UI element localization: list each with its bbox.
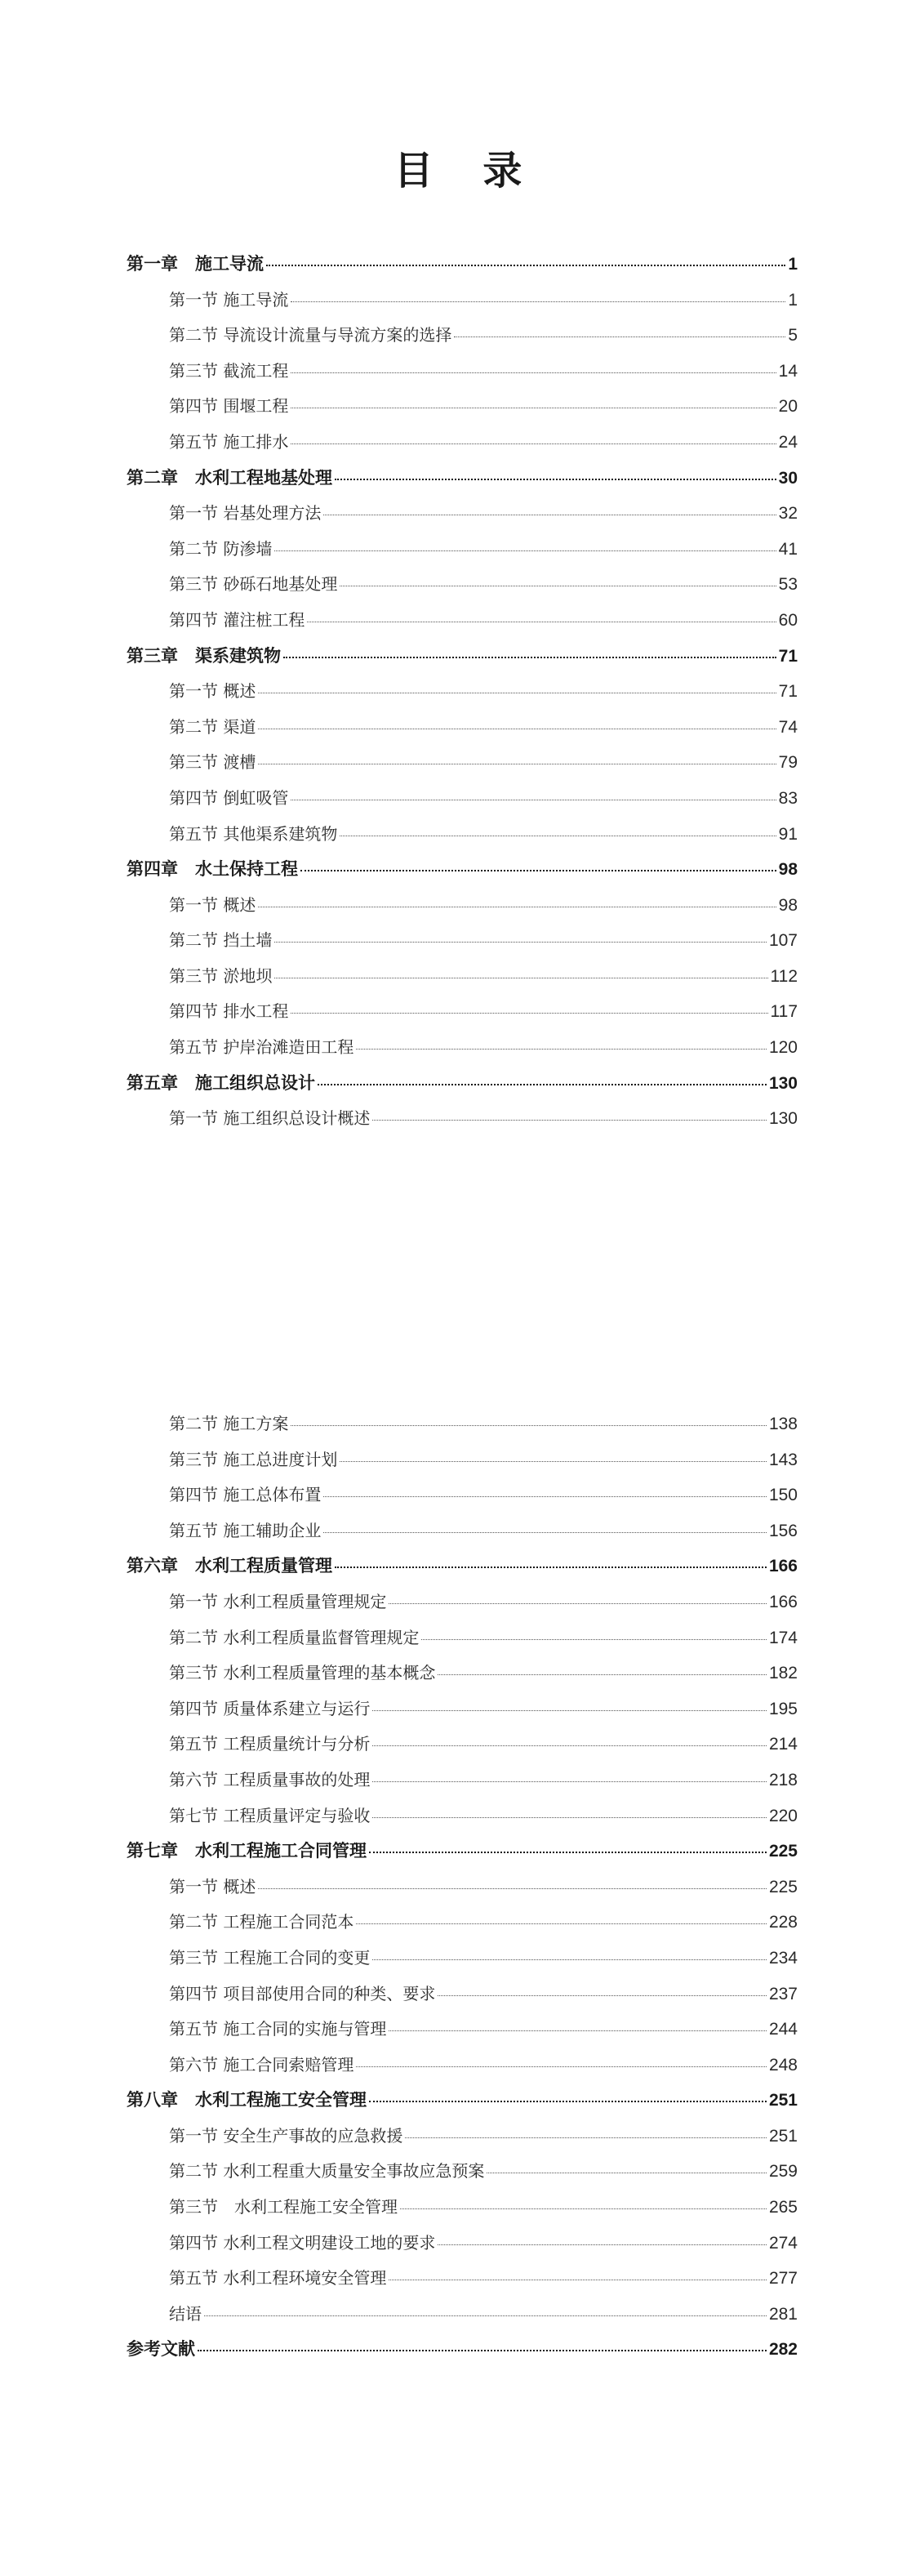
toc-page-number: 79 <box>778 753 798 773</box>
dot-leader <box>372 1780 767 1782</box>
toc-page-number: 277 <box>768 2269 798 2289</box>
toc-section-entry[interactable] <box>127 1101 798 1137</box>
dot-leader <box>307 620 776 622</box>
toc-entry-label: 第四节 施工总体布置 <box>169 1485 322 1505</box>
toc-page-number: 71 <box>778 646 798 666</box>
toc-page-number: 14 <box>778 361 798 381</box>
toc-entry-label: 第一节 水利工程质量管理规定 <box>169 1591 387 1611</box>
toc-chapter-entry[interactable] <box>127 852 798 888</box>
toc-entry-label: 第八章 水利工程施工安全管理 <box>127 2090 367 2110</box>
toc-section-entry[interactable] <box>127 994 798 1030</box>
dot-leader <box>400 2207 767 2209</box>
toc-entry-label: 第一节 概述 <box>169 681 256 702</box>
toc-section-entry[interactable] <box>127 2190 798 2226</box>
toc-entry-label: 第四节 排水工程 <box>169 1001 289 1022</box>
toc-section-entry[interactable] <box>127 1727 798 1763</box>
dot-leader <box>356 1922 767 1924</box>
toc-entry-label: 第五节 施工排水 <box>169 431 289 452</box>
toc-section-entry[interactable] <box>127 1406 798 1442</box>
toc-entry-label: 第三节 砂砾石地基处理 <box>169 574 338 595</box>
toc-entry-label: 第一章 施工导流 <box>127 254 264 274</box>
toc-section-entry[interactable] <box>127 354 798 390</box>
dot-leader <box>291 798 776 800</box>
toc-section-entry[interactable] <box>127 2119 798 2155</box>
toc-entry-label: 第一节 安全生产事故的应急救援 <box>169 2125 403 2146</box>
toc-section-entry[interactable] <box>127 2226 798 2262</box>
dot-leader <box>323 1495 767 1497</box>
toc-page-number: 248 <box>768 2055 798 2075</box>
toc-entry-label: 第六节 施工合同索赔管理 <box>169 2054 354 2075</box>
toc-page-number: 214 <box>768 1735 798 1754</box>
toc-page-number: 182 <box>768 1664 798 1683</box>
toc-entry-label: 第七章 水利工程施工合同管理 <box>127 1841 367 1861</box>
toc-page-number: 282 <box>768 2340 798 2360</box>
dot-leader <box>323 1531 767 1533</box>
toc-section-entry[interactable] <box>127 923 798 959</box>
toc-page-number: 138 <box>768 1415 798 1433</box>
toc-section-entry[interactable] <box>127 2261 798 2297</box>
dot-leader <box>372 1744 767 1746</box>
toc-entry-label: 第四节 围堰工程 <box>169 396 289 417</box>
toc-section-entry[interactable] <box>127 283 798 319</box>
dot-leader <box>356 2065 767 2067</box>
toc-page-number: 156 <box>768 1521 798 1540</box>
toc-entry-label: 第三章 渠系建筑物 <box>127 645 281 666</box>
toc-page-number: 117 <box>770 1002 798 1022</box>
toc-section-entry[interactable] <box>127 2048 798 2084</box>
toc-section-entry[interactable] <box>127 1030 798 1066</box>
dot-leader <box>300 868 776 871</box>
dot-leader <box>274 976 767 978</box>
dot-leader <box>274 549 776 551</box>
toc-page-number: 228 <box>768 1913 798 1932</box>
toc-page-number: 130 <box>768 1109 798 1129</box>
dot-leader <box>356 1047 767 1050</box>
toc-section-entry[interactable] <box>127 817 798 853</box>
toc-page-number: 225 <box>768 1842 798 1861</box>
toc-page-number: 41 <box>778 539 798 559</box>
dot-leader <box>258 905 776 907</box>
dot-leader <box>274 940 767 943</box>
toc-page-number: 83 <box>778 788 798 808</box>
toc-page-number: 234 <box>768 1948 798 1968</box>
dot-leader <box>340 584 776 586</box>
toc-entry-label: 第二节 工程施工合同范本 <box>169 1912 354 1932</box>
toc-page-number: 60 <box>778 610 798 630</box>
toc-page-number: 130 <box>768 1073 798 1093</box>
toc-entry-label: 第一节 施工导流 <box>169 289 289 310</box>
toc-section-entry[interactable] <box>127 781 798 817</box>
toc-entry-label: 第四节 项目部使用合同的种类、要求 <box>169 1983 436 2003</box>
toc-section-entry[interactable] <box>127 1656 798 1691</box>
toc-page-number: 120 <box>768 1038 798 1058</box>
toc-entry-label: 第四节 倒虹吸管 <box>169 787 289 808</box>
toc-page-number: 174 <box>768 1628 798 1647</box>
dot-leader <box>372 1118 767 1121</box>
dot-leader <box>283 655 776 658</box>
dot-leader <box>291 1424 767 1426</box>
dot-leader <box>389 1602 767 1604</box>
toc-page-number: 5 <box>788 326 798 345</box>
dot-leader <box>291 1011 767 1014</box>
dot-leader <box>438 2243 767 2245</box>
toc-page-number: 24 <box>778 432 798 452</box>
toc-entry-label: 第三节 水利工程质量管理的基本概念 <box>169 1663 436 1683</box>
toc-section-entry[interactable] <box>127 888 798 924</box>
toc-entry-label: 第六章 水利工程质量管理 <box>127 1556 332 1576</box>
dot-leader <box>340 1460 767 1462</box>
toc-entry-label: 第一节 施工组织总设计概述 <box>169 1108 371 1129</box>
toc-list-part-2 <box>127 1406 798 2368</box>
toc-section-entry[interactable] <box>127 1977 798 2012</box>
toc-page-number: 1 <box>788 255 798 274</box>
toc-entry-label: 第二节 水利工程重大质量安全事故应急预案 <box>169 2161 485 2182</box>
toc-section-entry[interactable] <box>127 1905 798 1941</box>
toc-entry-label: 第四章 水土保持工程 <box>127 859 298 880</box>
dot-leader <box>291 371 776 373</box>
dot-leader <box>372 1958 767 1960</box>
toc-chapter-entry[interactable] <box>127 2332 798 2368</box>
toc-chapter-entry[interactable] <box>127 461 798 497</box>
toc-page-number: 98 <box>778 895 798 915</box>
toc-entry-label: 第四节 水利工程文明建设工地的要求 <box>169 2232 436 2253</box>
toc-entry-label: 第三节 水利工程施工安全管理 <box>169 2197 398 2217</box>
toc-entry-label: 第一节 概述 <box>169 894 256 915</box>
toc-entry-label: 第一节 概述 <box>169 1876 256 1896</box>
dot-leader <box>258 762 776 764</box>
toc-section-entry[interactable] <box>127 318 798 354</box>
toc-entry-label: 第五节 施工辅助企业 <box>169 1520 322 1540</box>
dot-leader <box>258 691 776 693</box>
toc-page-number: 251 <box>768 2091 798 2110</box>
dot-leader <box>389 2278 767 2280</box>
dot-leader <box>421 1638 767 1640</box>
toc-page-number: 218 <box>768 1770 798 1789</box>
toc-entry-label: 第五节 工程质量统计与分析 <box>169 1734 371 1754</box>
toc-section-entry[interactable] <box>127 1941 798 1977</box>
toc-section-entry[interactable] <box>127 389 798 425</box>
toc-entry-label: 第五节 施工合同的实施与管理 <box>169 2019 387 2039</box>
toc-page-number: 20 <box>778 397 798 417</box>
dot-leader <box>198 2348 767 2351</box>
toc-entry-label: 第二节 导流设计流量与导流方案的选择 <box>169 325 452 345</box>
toc-section-entry[interactable] <box>127 1513 798 1549</box>
toc-entry-label: 第七节 工程质量评定与验收 <box>169 1805 371 1825</box>
toc-page-number: 195 <box>768 1699 798 1718</box>
dot-leader <box>454 335 785 337</box>
toc-page-number: 112 <box>770 966 798 986</box>
toc-section-entry[interactable] <box>127 425 798 461</box>
toc-entry-label: 第六节 工程质量事故的处理 <box>169 1769 371 1789</box>
dot-leader <box>335 477 776 480</box>
toc-entry-label: 第五节 护岸治滩造田工程 <box>169 1037 354 1058</box>
toc-page-number: 143 <box>768 1450 798 1469</box>
dot-leader <box>389 2029 767 2031</box>
toc-chapter-entry[interactable] <box>127 639 798 675</box>
toc-page-number: 274 <box>768 2233 798 2253</box>
dot-leader <box>204 2314 767 2316</box>
toc-page-number: 30 <box>778 468 798 488</box>
toc-section-entry[interactable] <box>127 1620 798 1656</box>
toc-section-entry[interactable] <box>127 959 798 995</box>
toc-entry-label: 第四节 灌注桩工程 <box>169 609 305 630</box>
toc-page-number: 150 <box>768 1486 798 1505</box>
toc-page-number: 281 <box>768 2304 798 2324</box>
toc-section-entry[interactable] <box>127 2297 798 2333</box>
toc-page-number: 71 <box>778 682 798 702</box>
toc-entry-label: 第五节 水利工程环境安全管理 <box>169 2268 387 2289</box>
toc-page-number: 251 <box>768 2126 798 2146</box>
toc-page-number: 265 <box>768 2198 798 2217</box>
toc-entry-label: 第三节 渡槽 <box>169 752 256 773</box>
toc-page-number: 1 <box>788 290 798 310</box>
toc-section-entry[interactable] <box>127 532 798 568</box>
toc-chapter-entry[interactable] <box>127 1834 798 1870</box>
toc-entry-label: 第五节 其他渠系建筑物 <box>169 823 338 844</box>
toc-section-entry[interactable] <box>127 1584 798 1620</box>
toc-entry-label: 第二章 水利工程地基处理 <box>127 467 332 488</box>
toc-section-entry[interactable] <box>127 1442 798 1478</box>
toc-section-entry[interactable] <box>127 710 798 746</box>
toc-entry-label: 第二节 施工方案 <box>169 1414 289 1433</box>
dot-leader <box>487 2171 767 2173</box>
toc-page-number: 53 <box>778 575 798 595</box>
dot-leader <box>372 1709 767 1711</box>
dot-leader <box>340 834 776 836</box>
dot-leader <box>258 1887 767 1889</box>
toc-page-number: 166 <box>768 1557 798 1576</box>
dot-leader <box>369 2099 767 2102</box>
toc-page-number: 166 <box>768 1592 798 1611</box>
dot-leader <box>405 2136 767 2138</box>
toc-entry-label: 第一节 岩基处理方法 <box>169 503 322 524</box>
toc-chapter-entry[interactable] <box>127 247 798 283</box>
dot-leader <box>266 263 785 266</box>
dot-leader <box>438 1673 767 1675</box>
toc-entry-label: 第二节 水利工程质量监督管理规定 <box>169 1627 420 1647</box>
toc-chapter-entry[interactable] <box>127 2083 798 2119</box>
toc-entry-label: 结语 <box>169 2303 202 2324</box>
toc-page-number: 225 <box>768 1877 798 1896</box>
toc-entry-label: 第二节 挡土墙 <box>169 930 273 951</box>
toc-entry-label: 第三节 截流工程 <box>169 360 289 381</box>
toc-page-number: 107 <box>768 931 798 951</box>
toc-entry-label: 参考文献 <box>127 2339 195 2360</box>
toc-section-entry[interactable] <box>127 1798 798 1834</box>
dot-leader <box>318 1082 767 1085</box>
page-title: 目 录 <box>394 148 540 194</box>
toc-entry-label: 第二节 渠道 <box>169 716 256 737</box>
toc-entry-label: 第三节 工程施工合同的变更 <box>169 1947 371 1968</box>
dot-leader <box>369 1850 767 1853</box>
toc-page-number: 259 <box>768 2162 798 2182</box>
toc-section-entry[interactable] <box>127 2154 798 2190</box>
toc-page-number: 237 <box>768 1984 798 2003</box>
dot-leader <box>323 513 776 515</box>
toc-section-entry[interactable] <box>127 1477 798 1513</box>
toc-page-number: 32 <box>778 504 798 524</box>
toc-section-entry[interactable] <box>127 1870 798 1905</box>
toc-list-part-1 <box>127 247 798 1137</box>
toc-page-number: 98 <box>778 860 798 880</box>
toc-page-number: 74 <box>778 717 798 737</box>
dot-leader <box>291 300 785 302</box>
toc-section-entry[interactable] <box>127 1691 798 1727</box>
toc-section-entry[interactable] <box>127 603 798 639</box>
toc-entry-label: 第四节 质量体系建立与运行 <box>169 1698 371 1718</box>
dot-leader <box>291 442 776 444</box>
toc-entry-label: 第五章 施工组织总设计 <box>127 1072 315 1093</box>
toc-section-entry[interactable] <box>127 567 798 603</box>
dot-leader <box>438 1994 767 1996</box>
dot-leader <box>291 406 776 408</box>
toc-section-entry[interactable] <box>127 745 798 781</box>
dot-leader <box>372 1816 767 1818</box>
toc-section-entry[interactable] <box>127 1763 798 1798</box>
toc-entry-label: 第三节 施工总进度计划 <box>169 1449 338 1469</box>
toc-page-number: 244 <box>768 2020 798 2039</box>
toc-entry-label: 第三节 淤地坝 <box>169 965 273 986</box>
dot-leader <box>335 1565 767 1568</box>
dot-leader <box>258 727 776 729</box>
toc-chapter-entry[interactable] <box>127 1066 798 1102</box>
toc-section-entry[interactable] <box>127 2012 798 2048</box>
toc-section-entry[interactable] <box>127 674 798 710</box>
toc-page-number: 220 <box>768 1806 798 1825</box>
toc-entry-label: 第二节 防渗墙 <box>169 538 273 559</box>
toc-section-entry[interactable] <box>127 496 798 532</box>
toc-chapter-entry[interactable] <box>127 1549 798 1584</box>
toc-page-number: 91 <box>778 824 798 844</box>
